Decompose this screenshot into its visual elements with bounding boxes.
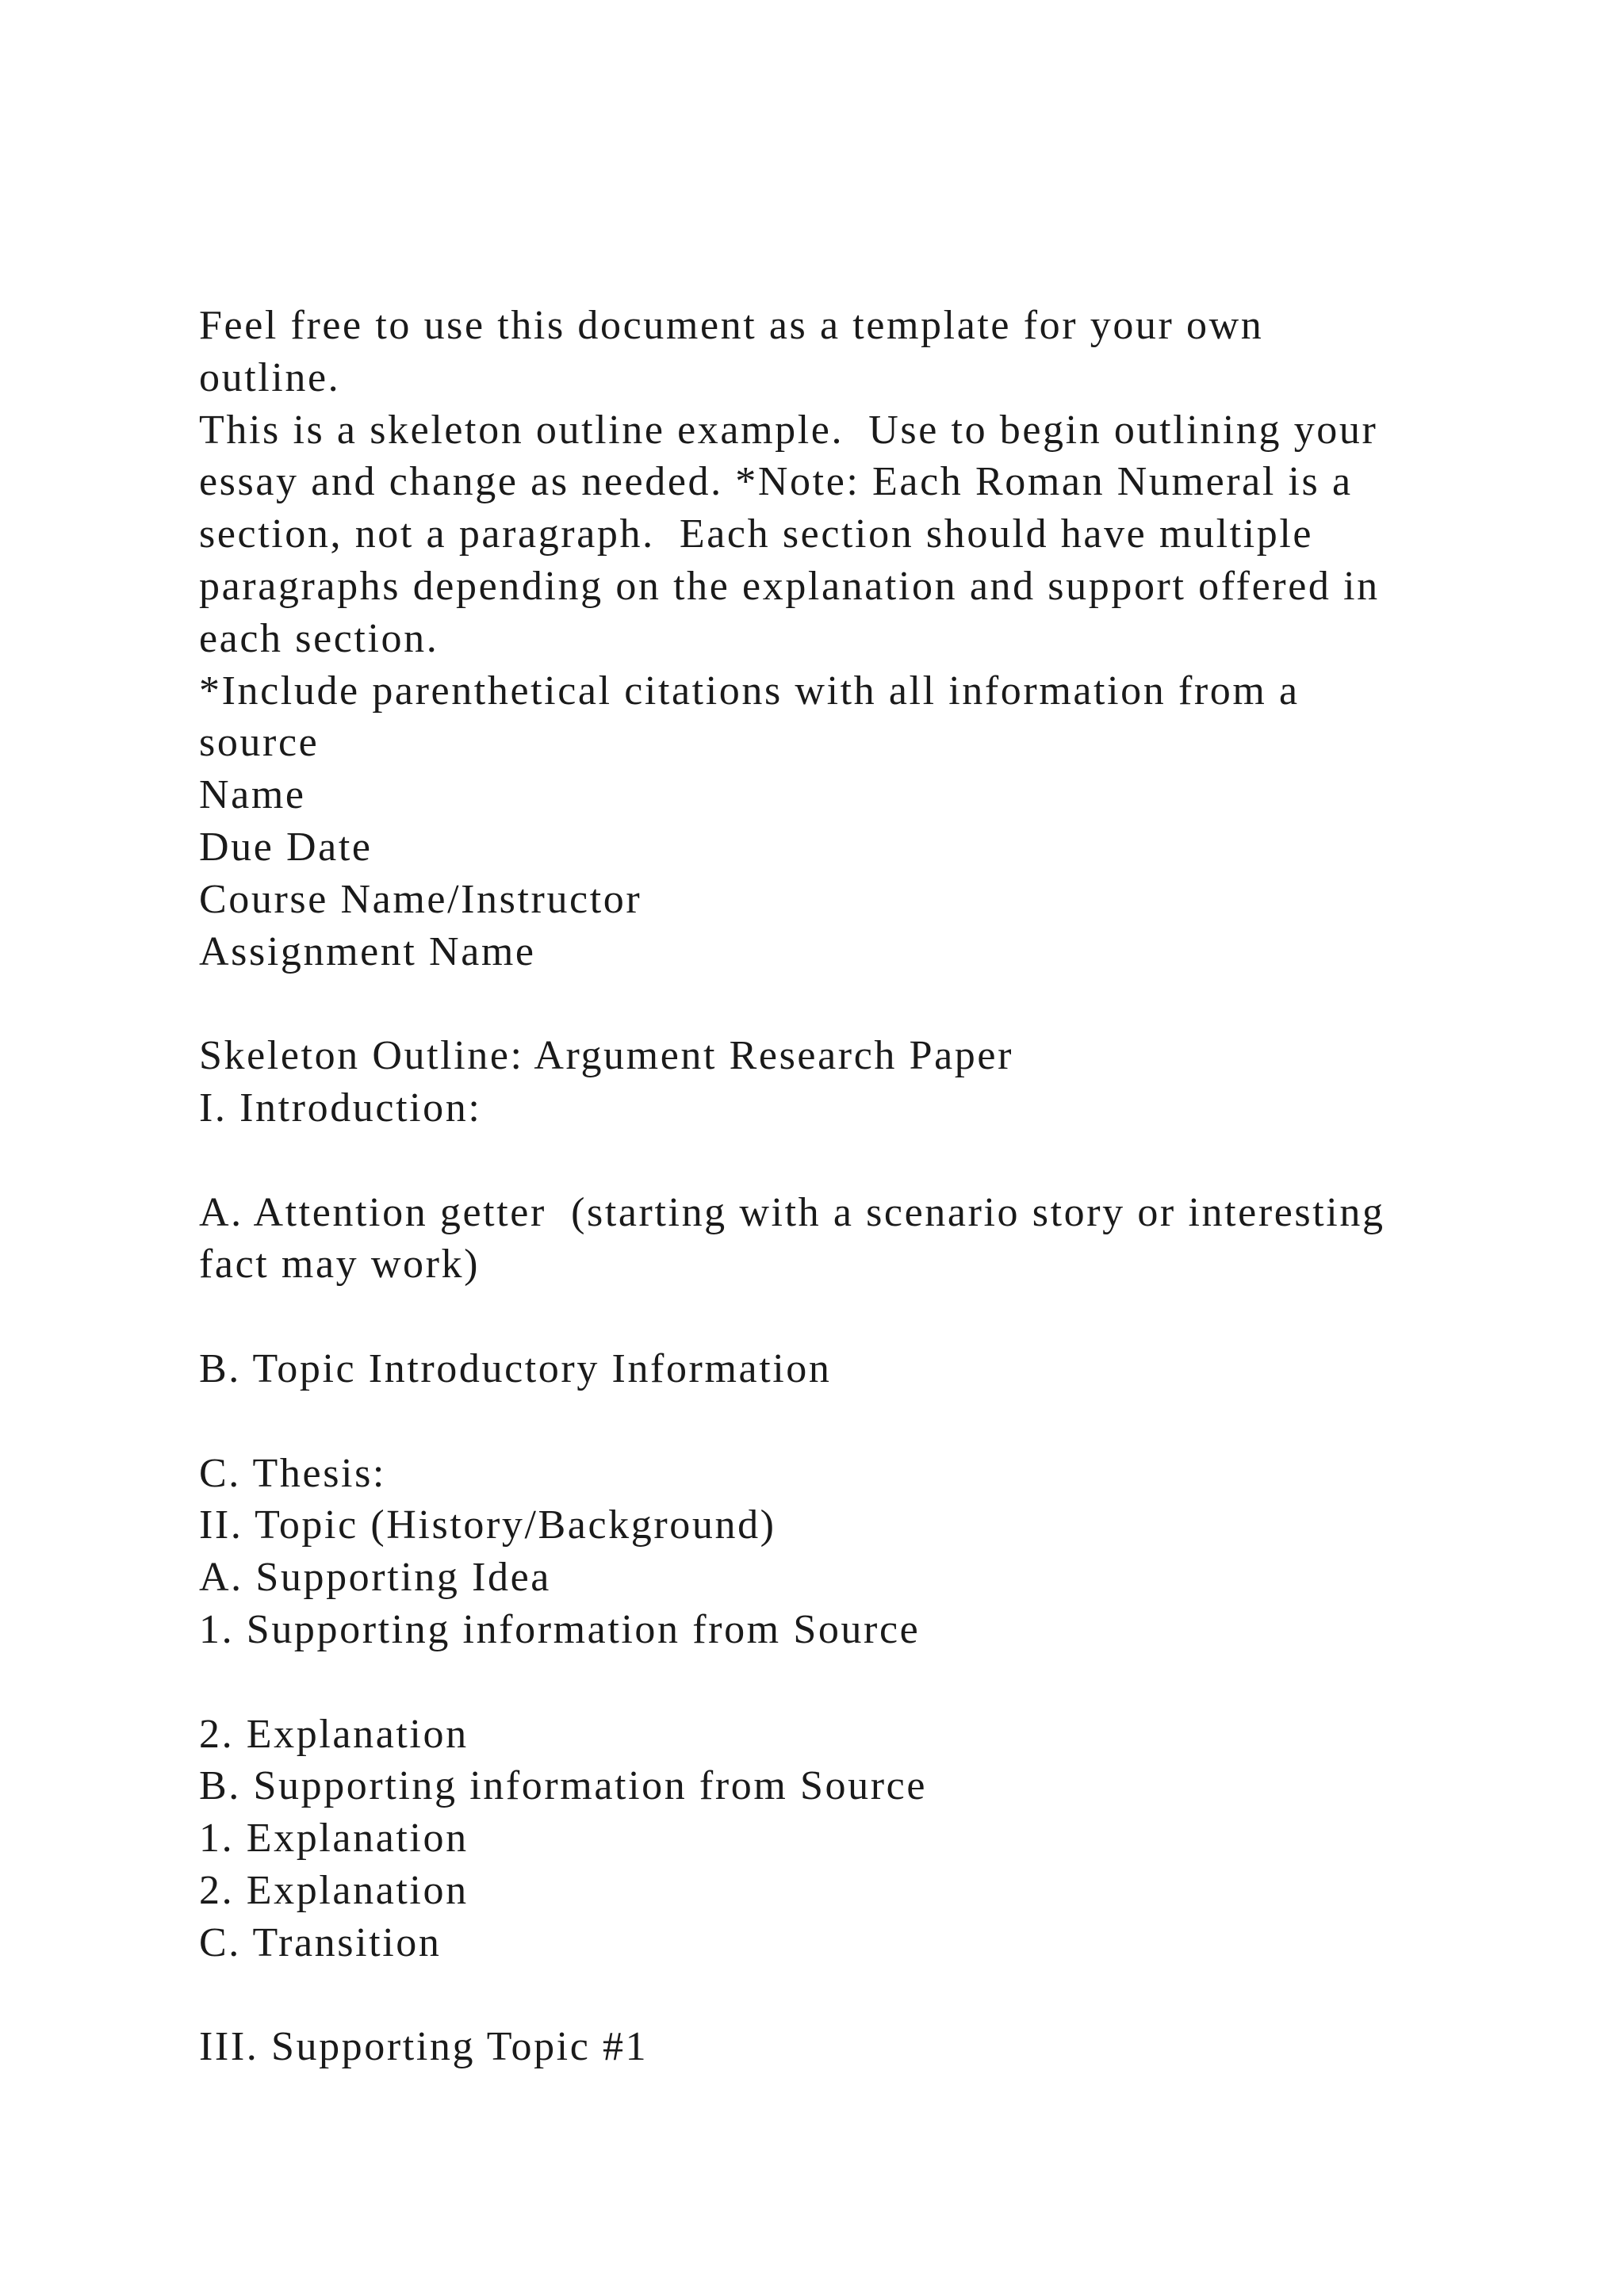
text-line: *Include parenthetical citations with all information from a xyxy=(199,668,1300,714)
text-line: outline. xyxy=(199,354,341,400)
blank-line xyxy=(199,1656,1436,1709)
outline-item: C. Transition xyxy=(199,1919,442,1965)
outline-item: B. Supporting information from Source xyxy=(199,1763,927,1809)
text-line: Feel free to use this document as a template for your own xyxy=(199,303,1264,348)
outline-subitem: 1. Explanation xyxy=(199,1816,469,1862)
due-date-field: Due Date xyxy=(199,824,373,870)
text-line: This is a skeleton outline example. Use to begin outlining your xyxy=(199,407,1378,453)
outline-title: Skeleton Outline: Argument Research Paper xyxy=(199,1033,1013,1079)
document-body xyxy=(199,300,1436,2073)
outline-item: A. Supporting Idea xyxy=(199,1555,551,1601)
outline-item: C. Thesis: xyxy=(199,1450,386,1496)
outline-subitem: 2. Explanation xyxy=(199,1711,469,1757)
text-line: each section. xyxy=(199,615,439,661)
outline-section-heading: II. Topic (History/Background) xyxy=(199,1502,776,1548)
text-line: essay and change as needed. *Note: Each Roman Numeral is a xyxy=(199,459,1353,505)
outline-item: fact may work) xyxy=(199,1242,481,1288)
outline-item: B. Topic Introductory Information xyxy=(199,1345,832,1391)
text-line: section, not a paragraph. Each section should have multiple xyxy=(199,511,1314,557)
course-field: Course Name/Instructor xyxy=(199,876,642,922)
blank-line xyxy=(199,1291,1436,1343)
outline-subitem: 2. Explanation xyxy=(199,1867,469,1913)
blank-line xyxy=(199,978,1436,1030)
blank-line xyxy=(199,1969,1436,2022)
outline-section-heading: I. Introduction: xyxy=(199,1085,482,1131)
outline-item: A. Attention getter (starting with a scenario story or interesting xyxy=(199,1189,1385,1235)
text-line: paragraphs depending on the explanation and support offered in xyxy=(199,563,1380,609)
blank-line xyxy=(199,1395,1436,1448)
name-field: Name xyxy=(199,772,306,818)
outline-subitem: 1. Supporting information from Source xyxy=(199,1606,921,1652)
text-line: source xyxy=(199,720,320,766)
outline-section-heading: III. Supporting Topic #1 xyxy=(199,2024,649,2070)
assignment-field: Assignment Name xyxy=(199,928,536,974)
blank-line xyxy=(199,1135,1436,1187)
